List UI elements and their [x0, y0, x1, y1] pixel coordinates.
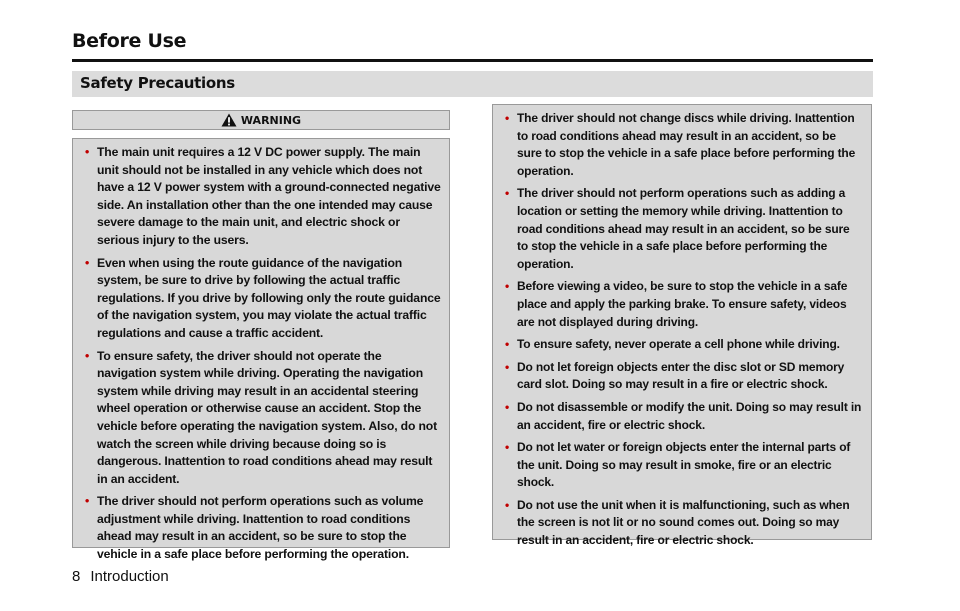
list-item: • To ensure safety, never operate a cell phone while driving.	[505, 336, 863, 354]
list-item: • Do not let foreign objects enter the disc slot or SD memory card slot. Doing so may result in a fire or electric shock.	[505, 359, 845, 392]
warning-triangle-icon	[221, 113, 237, 127]
list-item: • Even when using the route guidance of the navigation system, be sure to drive by following the actual traffic regulations. If you drive by following only the route guidance of the navigation system, you may violate the actual traffic regulations and cause a traffic accident.	[85, 255, 441, 340]
list-item: • The main unit requires a 12 V DC power supply. The main unit should not be installed in any vehicle which does not have a 12 V power system with a ground-connected negative side. An installation other than the one intended may cause severe damage to the main unit, and electric shock or serious injury to the users.	[85, 145, 441, 247]
bullet: •	[85, 145, 90, 159]
bullet: •	[85, 348, 90, 363]
bullet: •	[505, 497, 510, 512]
bullet: •	[505, 337, 510, 352]
list-item: • The driver should not change discs while driving. Inattention to road conditions ahead may result in an accident, so be sure to stop the vehicle in a safe place before performing the operation.	[505, 111, 856, 178]
list-item: • The driver should not perform operations such as adding a location or setting the memory while driving. Inattention to road conditions ahead may result in an accident, so be sure to stop the vehicle in a safe place before performing the operation.	[505, 186, 850, 271]
bullet: •	[85, 255, 90, 270]
bullet: •	[505, 279, 510, 294]
list-item: • Before viewing a video, be sure to stop the vehicle in a safe place and apply the parking brake. To ensure safety, videos are not displayed during driving.	[505, 279, 848, 329]
list-item: • To ensure safety, the driver should not operate the navigation system while driving. Operating the navigation system while driving may result in an accidental steering wheel operation or otherwise cause an accident. Stop the vehicle before operating the navigation system. Also, do not watch the screen while driving because doing so is dangerous. Inattention to road conditions ahead may result in an accident.	[85, 348, 437, 486]
warning-box-left	[72, 138, 450, 562]
bullet: •	[85, 494, 90, 509]
warning-label: WARNING	[240, 113, 302, 127]
list-item: • Do not let water or foreign objects enter the internal parts of the unit. Doing so may result in smoke, fire or an electric shock.	[505, 440, 851, 490]
page-footer	[72, 568, 169, 585]
bullet: •	[505, 399, 510, 414]
bullet: •	[505, 186, 510, 201]
list-item: • Do not disassemble or modify the unit. Doing so may result in an accident, fire or electric shock.	[505, 399, 862, 432]
warning-header	[72, 110, 450, 130]
bullet: •	[505, 440, 510, 455]
footer-section-name: Introduction	[90, 568, 169, 585]
bullet: •	[505, 111, 510, 125]
page-number: 8	[72, 568, 81, 585]
list-item: • The driver should not perform operations such as volume adjustment while driving. Inattention to road conditions ahead may result in an accident, so be sure to stop the vehicle in a safe place before performing the operation.	[85, 494, 424, 562]
page-title: Before Use	[72, 30, 187, 52]
section-header	[72, 71, 873, 97]
list-item: • Do not use the unit when it is malfunctioning, such as when the screen is not lit or no sound comes out. Doing so may result in an accident, fire or electric shock.	[505, 497, 850, 548]
warning-box-right	[492, 104, 872, 548]
bullet: •	[505, 359, 510, 374]
title-divider	[72, 59, 873, 62]
section-title: Safety Precautions	[80, 74, 235, 92]
